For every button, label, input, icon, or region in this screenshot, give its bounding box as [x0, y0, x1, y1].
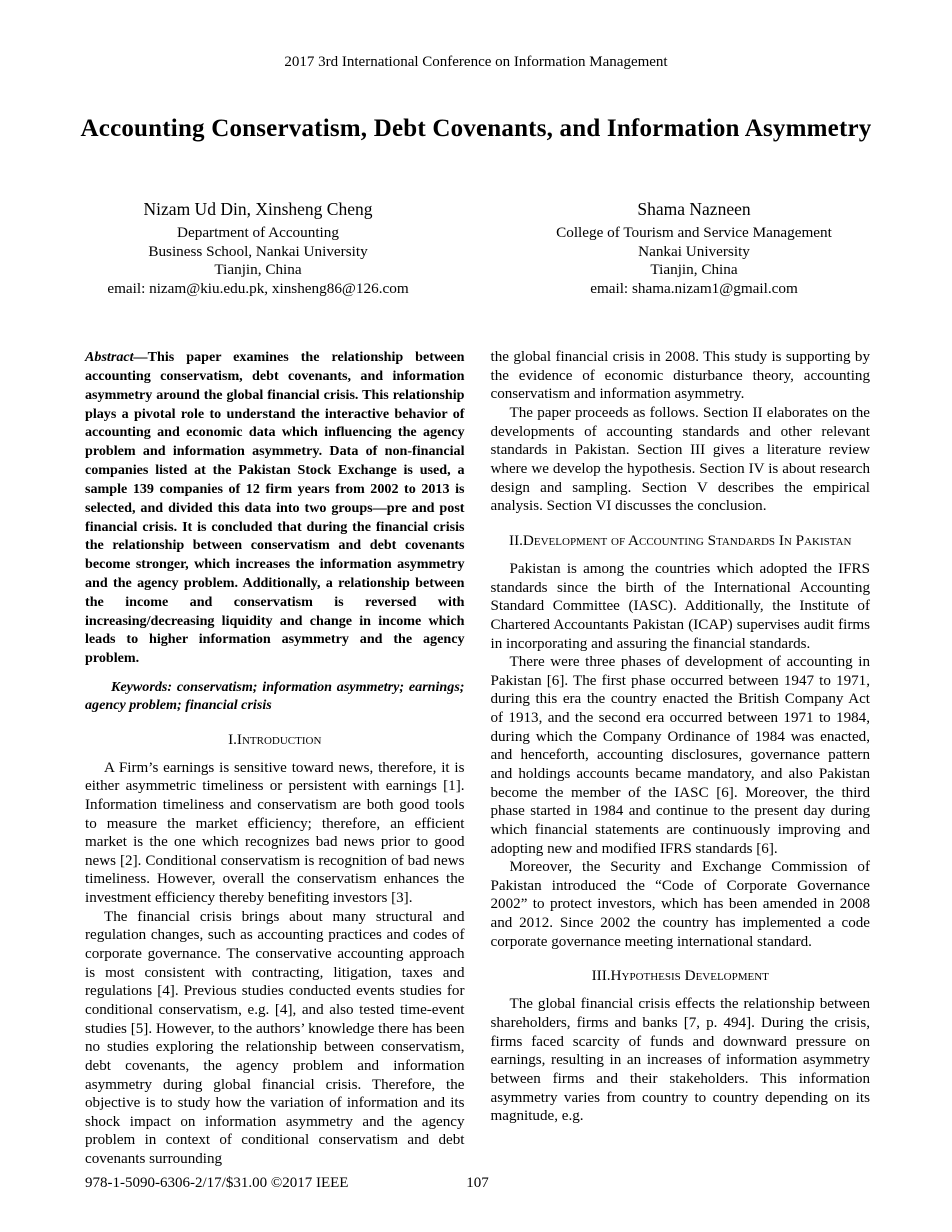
intro-paragraph-2-continuation: the global financial crisis in 2008. This study is supporting by the evidence of economic disturbance theory, accounting conservatism and information asymmetry.: [490, 349, 870, 403]
copyright-notice: 978-1-5090-6306-2/17/$31.00 ©2017 IEEE: [85, 1175, 349, 1191]
abstract-text: This paper examines the relationship between accounting conservatism, debt covenants, and information asymmetry around the global financial crisis. This relationship plays a pivotal role to understand the interactive behavior of accounting and economic data which influencing the agency problem and information asymmetry. Data of non-financial companies listed at the Pakistan Stock Exchange is used, a sample 139 companies of 12 firm years from 2002 to 2013 is selected, and divided this data into two groups—pre and post financial crisis. It is concluded that during the financial crisis the relationship between conservatism and debt covenants become stronger, which increases the information asymmetry and the agency problem. Additionally, a relationship between the income and conservatism is reversed with increasing/decreasing liquidity and change in income which leads to higher information asymmetry and the agency problem.: [85, 349, 465, 667]
section-heading-development-standards: II.Development of Accounting Standards In Pakistan: [509, 531, 852, 549]
left-column: [85, 348, 465, 1169]
paper-title: Accounting Conservatism, Debt Covenants, and Information Asymmetry: [80, 115, 872, 142]
keywords-paragraph: Keywords: conservatism; information asymmetry; earnings; agency problem; financial crisis: [85, 679, 465, 714]
page-number: 107: [466, 1175, 489, 1191]
section-heading-hypothesis-development: III.Hypothesis Development: [591, 967, 769, 985]
author-block-1: [40, 199, 476, 298]
right-column: [491, 348, 871, 1169]
standards-paragraph-1: Pakistan is among the countries which adopted the IFRS standards since the birth of the International Accounting Standard Committee (IASC). Additionally, the Institute of Chartered Accountants Pakistan (ICAP) supervises audit firms in incorporating and assuring the financial standards.: [490, 560, 870, 652]
intro-paragraph-1: A Firm’s earnings is sensitive toward news, therefore, it is either asymmetric timeliness or persistent with earnings [1]. Information timeliness and conservatism are both good tools to measure the market efficiency; therefore, an efficient market is the one which recognizes bad news prior to good news [2]. Conditional conservatism is recognition of bad news timeliness. However, overall the conservatism enhances the investment efficiency thereby benefiting investors [3].: [85, 759, 465, 907]
hypothesis-paragraph-1: The global financial crisis effects the relationship between shareholders, firms and banks [7, p. 494]. During the crisis, firms faced scarcity of funds and downward pressure on earnings, resulting in an increases of information asymmetry between firms and their stakeholders. This information asymmetry varies from country to country depending on its magnitude, e.g.: [490, 996, 870, 1125]
intro-paragraph-2: The financial crisis brings about many structural and regulation changes, such as accounting practices and codes of corporate governance. The conservative accounting approach is most consistent with contracting, litigation, taxes and regulations [4]. Previous studies conducted events studies for conditional conservatism, e.g. [4], and also tested time-event studies [5]. However, to the authors’ knowledge there has been no studies exploring the relationship between conservatism, debt covenants, the agency problem and information asymmetry during global financial crisis. Therefore, the objective is to study how the variation of information and its shock impact on information asymmetry and the agency problem in context of conditional conservatism and debt covenants surrounding: [85, 908, 465, 1168]
page-footer: [85, 1175, 870, 1192]
author-affiliation-line: Tianjin, China: [650, 261, 738, 279]
abstract-label: Abstract—: [85, 349, 148, 366]
author-names: Nizam Ud Din, Xinsheng Cheng: [143, 199, 373, 219]
author-affiliation-line: Tianjin, China: [214, 261, 302, 279]
author-affiliation-line: College of Tourism and Service Management: [556, 224, 832, 241]
author-names: Shama Nazneen: [637, 199, 751, 219]
standards-paragraph-2: There were three phases of development of accounting in Pakistan [6]. The first phase occurred between 1947 to 1971, during this era the country enacted the British Company Act of 1913, and the second era occurred between 1971 to 1984, during which the Company Ordinance of 1984 was enacted, and henceforth, accounting disclosures, governance pattern and holdings accounts became mandatory, and also Pakistan become the member of the IASC [6]. Moreover, the third phase started in 1984 and continue to the present day during which financial statements are continuously improving and adopting new and modified IFRS standards [6].: [490, 654, 870, 857]
author-email-line: email: nizam@kiu.edu.pk, xinsheng86@126.com: [107, 279, 409, 297]
standards-paragraph-3: Moreover, the Security and Exchange Commission of Pakistan introduced the “Code of Corporate Governance 2002” to protect investors, which has been amended in 2008 and 2012. Since 2002 the country has implemented a code corporate governance meeting international standard.: [490, 859, 870, 950]
section-heading-introduction: I.Introduction: [228, 730, 322, 748]
two-column-body: [0, 348, 952, 1169]
author-affiliation-line: Business School, Nankai University: [148, 242, 368, 260]
conference-header: 2017 3rd International Conference on Information Management: [284, 54, 668, 70]
author-affiliation-line: Department of Accounting: [177, 224, 339, 241]
author-email-line: email: shama.nizam1@gmail.com: [590, 279, 798, 297]
paper-roadmap-paragraph: The paper proceeds as follows. Section II elaborates on the developments of accounting standards and other relevant standards in Pakistan. Section III gives a literature review where we develop the hypothesis. Section IV is about research design and sampling. Section V describes the empirical analysis. Section VI discusses the conclusion.: [490, 405, 870, 515]
author-block-2: [476, 199, 912, 298]
authors-row: [0, 199, 952, 298]
author-affiliation-line: Nankai University: [638, 242, 750, 260]
abstract-paragraph: [85, 348, 465, 668]
